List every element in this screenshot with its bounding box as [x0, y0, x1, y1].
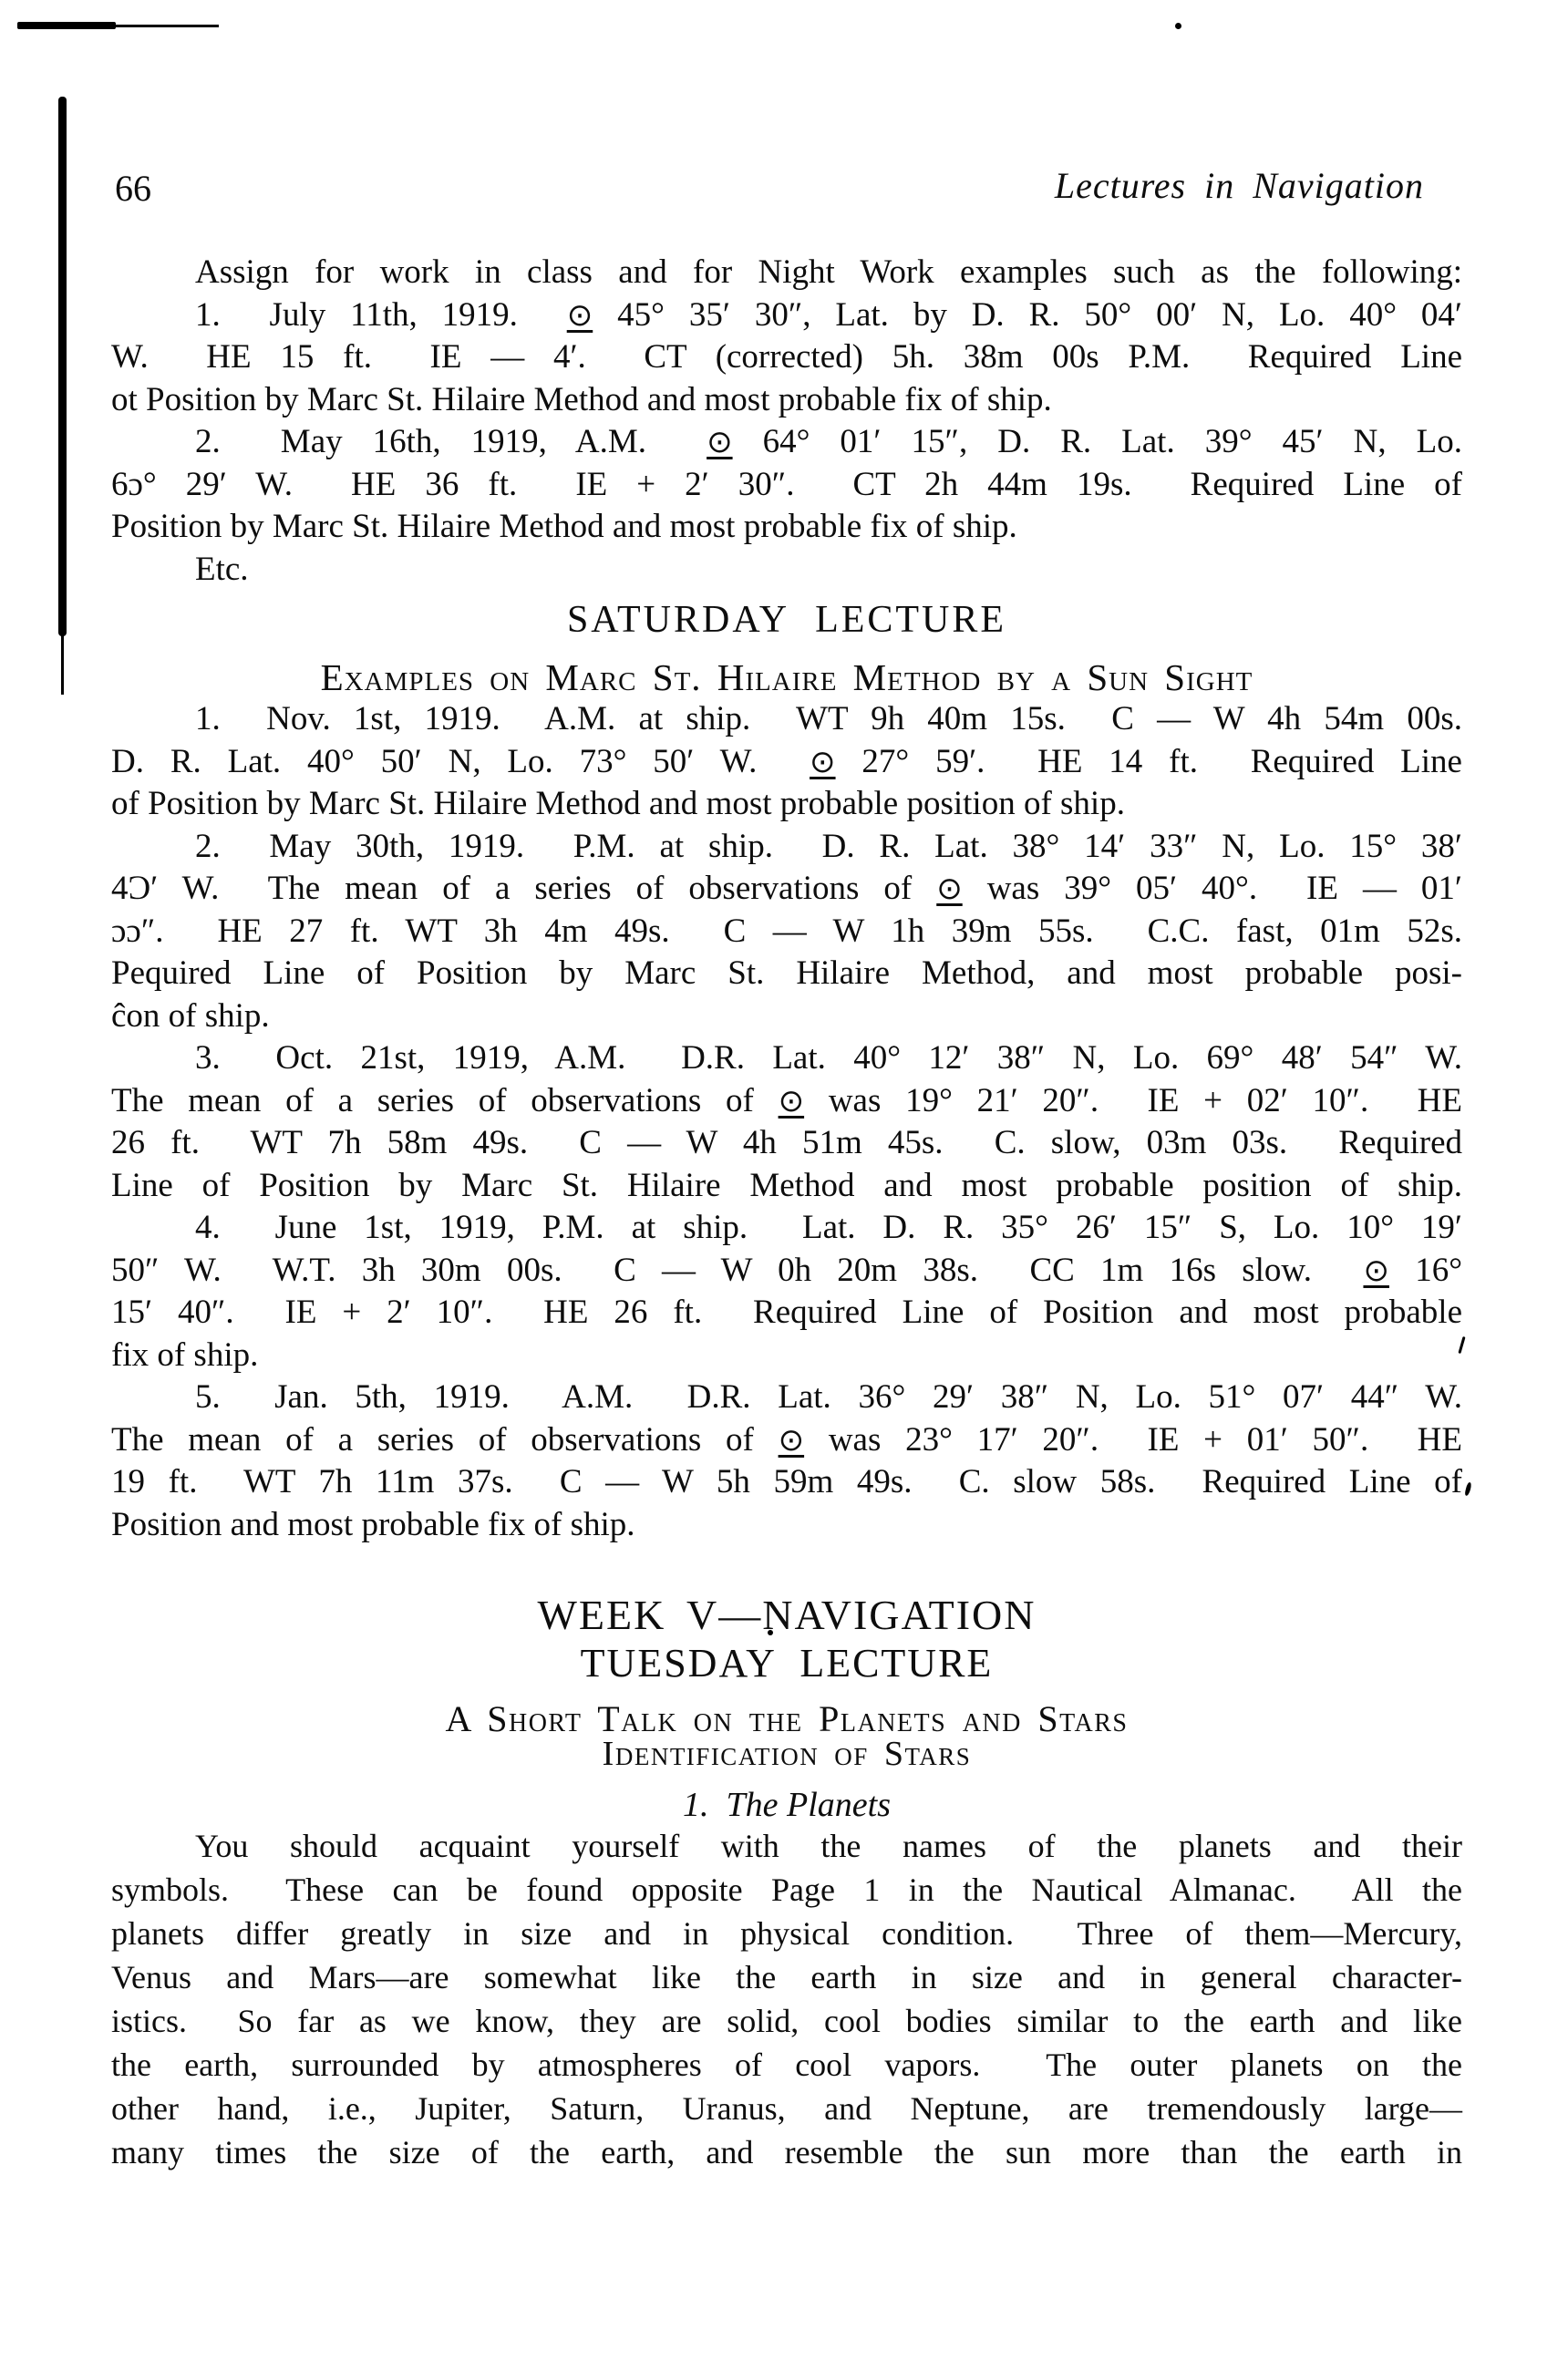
text-line: ot Position by Marc St. Hilaire Method and most probable fix of ship.	[111, 380, 1052, 418]
tuesday-lecture-heading: TUESDAY LECTURE	[580, 1641, 994, 1686]
ink-speck-top	[1175, 23, 1181, 29]
sun-symbol: ⊙	[778, 1082, 805, 1119]
scan-margin-bar-tail	[61, 633, 64, 695]
text-line: 1. Nov. 1st, 1919. A.M. at ship. WT 9h 40m 15s. C — W 4h 54m 00s.	[195, 700, 1462, 737]
scan-margin-bar	[58, 97, 67, 636]
text-line: other hand, i.e., Jupiter, Saturn, Uranus, and Neptune, are tremendously large—	[111, 2090, 1462, 2127]
text-line: Position by Marc St. Hilaire Method and most probable fix of ship.	[111, 508, 1017, 545]
text-line: 15′ 40″. IE + 2′ 10″. HE 26 ft. Required Line of Position and most probable	[111, 1294, 1462, 1331]
sun-symbol: ⊙	[566, 296, 593, 334]
sun-symbol: ⊙	[778, 1421, 805, 1459]
saturday-lecture-subheading: Examples on Marc St. Hilaire Method by a Sun Sight	[320, 656, 1253, 698]
text-line: the earth, surrounded by atmospheres of cool vapors. The outer planets on the	[111, 2047, 1462, 2083]
text-line: Position and most probable fix of ship.	[111, 1505, 635, 1543]
text-line: 19 ft. WT 7h 11m 37s. C — W 5h 59m 49s. C. slow 58s. Required Line of	[111, 1463, 1462, 1500]
text-line: ĉon of ship.	[111, 996, 270, 1035]
sun-symbol: ⊙	[810, 743, 836, 780]
saturday-lecture-heading: SATURDAY LECTURE	[566, 599, 1007, 641]
text-line: 5. Jan. 5th, 1919. A.M. D.R. Lat. 36° 29′ 38″ N, Lo. 51° 07′ 44″ W.	[195, 1378, 1462, 1416]
ink-comma-right	[1464, 1482, 1471, 1497]
page-number: 66	[115, 168, 151, 209]
text-line: 50″ W. W.T. 3h 30m 00s. C — W 0h 20m 38s. CC 1m 16s slow. ⊙ 16°	[111, 1251, 1463, 1289]
sun-symbol: ⊙	[936, 871, 963, 907]
text-line: 2. May 16th, 1919, A.M. ⊙ 64° 01′ 15″, D. R. Lat. 39° 45′ N, Lo.	[195, 423, 1463, 460]
text-line: The mean of a series of observations of ⊙ was 23° 17′ 20″. IE + 01′ 50″. HE	[111, 1420, 1462, 1459]
text-line: The mean of a series of observations of ⊙ was 19° 21′ 20″. IE + 02′ 10″. HE	[111, 1081, 1462, 1119]
text-line: ɔɔ″. HE 27 ft. WT 3h 4m 49s. C — W 1h 39m 55s. C.C. fast, 01m 52s.	[111, 912, 1462, 950]
text-line: W. HE 15 ft. IE — 4′. CT (corrected) 5h. 38m 00s P.M. Required Line	[111, 338, 1462, 376]
sun-symbol: ⊙	[1363, 1252, 1389, 1289]
text-line: Line of Position by Marc St. Hilaire Method and most probable position of ship.	[111, 1166, 1462, 1204]
text-line: many times the size of the earth, and resemble the sun more than the earth in	[111, 2134, 1462, 2170]
text-line: planets differ greatly in size and in physical condition. Three of them—Mercury,	[111, 1915, 1462, 1952]
running-title: Lectures in Navigation	[1054, 165, 1424, 206]
text-line: of Position by Marc St. Hilaire Method and most probable position of ship.	[111, 785, 1125, 822]
text-line: 4. June 1st, 1919, P.M. at ship. Lat. D. R. 35° 26′ 15″ S, Lo. 10° 19′	[195, 1209, 1462, 1246]
text-line: istics. So far as we know, they are solid, cool bodies similar to the earth and like	[111, 2003, 1462, 2039]
text-line: 2. May 30th, 1919. P.M. at ship. D. R. Lat. 38° 14′ 33″ N, Lo. 15° 38′	[195, 827, 1462, 865]
text-line: 26 ft. WT 7h 58m 49s. C — W 4h 51m 45s. C. slow, 03m 03s. Required	[111, 1124, 1462, 1161]
text-line: D. R. Lat. 40° 50′ N, Lo. 73° 50′ W. ⊙ 27° 59′. HE 14 ft. Required Line	[111, 742, 1462, 780]
saturday-examples-paragraphs	[111, 698, 1462, 1546]
planets-section-title: 1. The Planets	[683, 1786, 891, 1824]
text-line: Etc.	[195, 550, 249, 588]
text-line: You should acquaint yourself with the names of the planets and their	[195, 1828, 1462, 1864]
scan-rule-top-thin	[109, 25, 219, 27]
planets-paragraph	[111, 1824, 1462, 2174]
talk-subtitle: Identification of Stars	[602, 1735, 972, 1773]
text-line: fix of ship.	[111, 1335, 259, 1374]
text-line: symbols. These can be found opposite Page 1 in the Nautical Almanac. All the	[111, 1871, 1462, 1908]
text-line: 1. July 11th, 1919. ⊙ 45° 35′ 30″, Lat. by D. R. 50° 00′ N, Lo. 40° 04′	[195, 295, 1462, 334]
text-line: Pequired Line of Position by Marc St. Hilaire Method, and most probable posi-	[111, 954, 1462, 992]
sun-symbol: ⊙	[707, 424, 733, 460]
text-line: 6ɔ° 29′ W. HE 36 ft. IE + 2′ 30″. CT 2h 44m 19s. Required Line of	[111, 465, 1462, 503]
assignment-paragraphs	[111, 252, 1462, 591]
text-line: Venus and Mars—are somewhat like the earth in size and in general character-	[111, 1959, 1462, 1995]
text-line: 3. Oct. 21st, 1919, A.M. D.R. Lat. 40° 12′ 38″ N, Lo. 69° 48′ 54″ W.	[195, 1039, 1462, 1077]
text-line: Assign for work in class and for Night Work examples such as the following:	[195, 253, 1462, 291]
week-v-heading: WEEK V—NAVIGATION	[537, 1592, 1037, 1638]
text-line: 4Ɔ′ W. The mean of a series of observations of ⊙ was 39° 05′ 40°. IE — 01′	[111, 870, 1463, 907]
scan-rule-top-thick	[17, 22, 116, 29]
talk-title: A Short Talk on the Planets and Stars	[445, 1698, 1129, 1739]
